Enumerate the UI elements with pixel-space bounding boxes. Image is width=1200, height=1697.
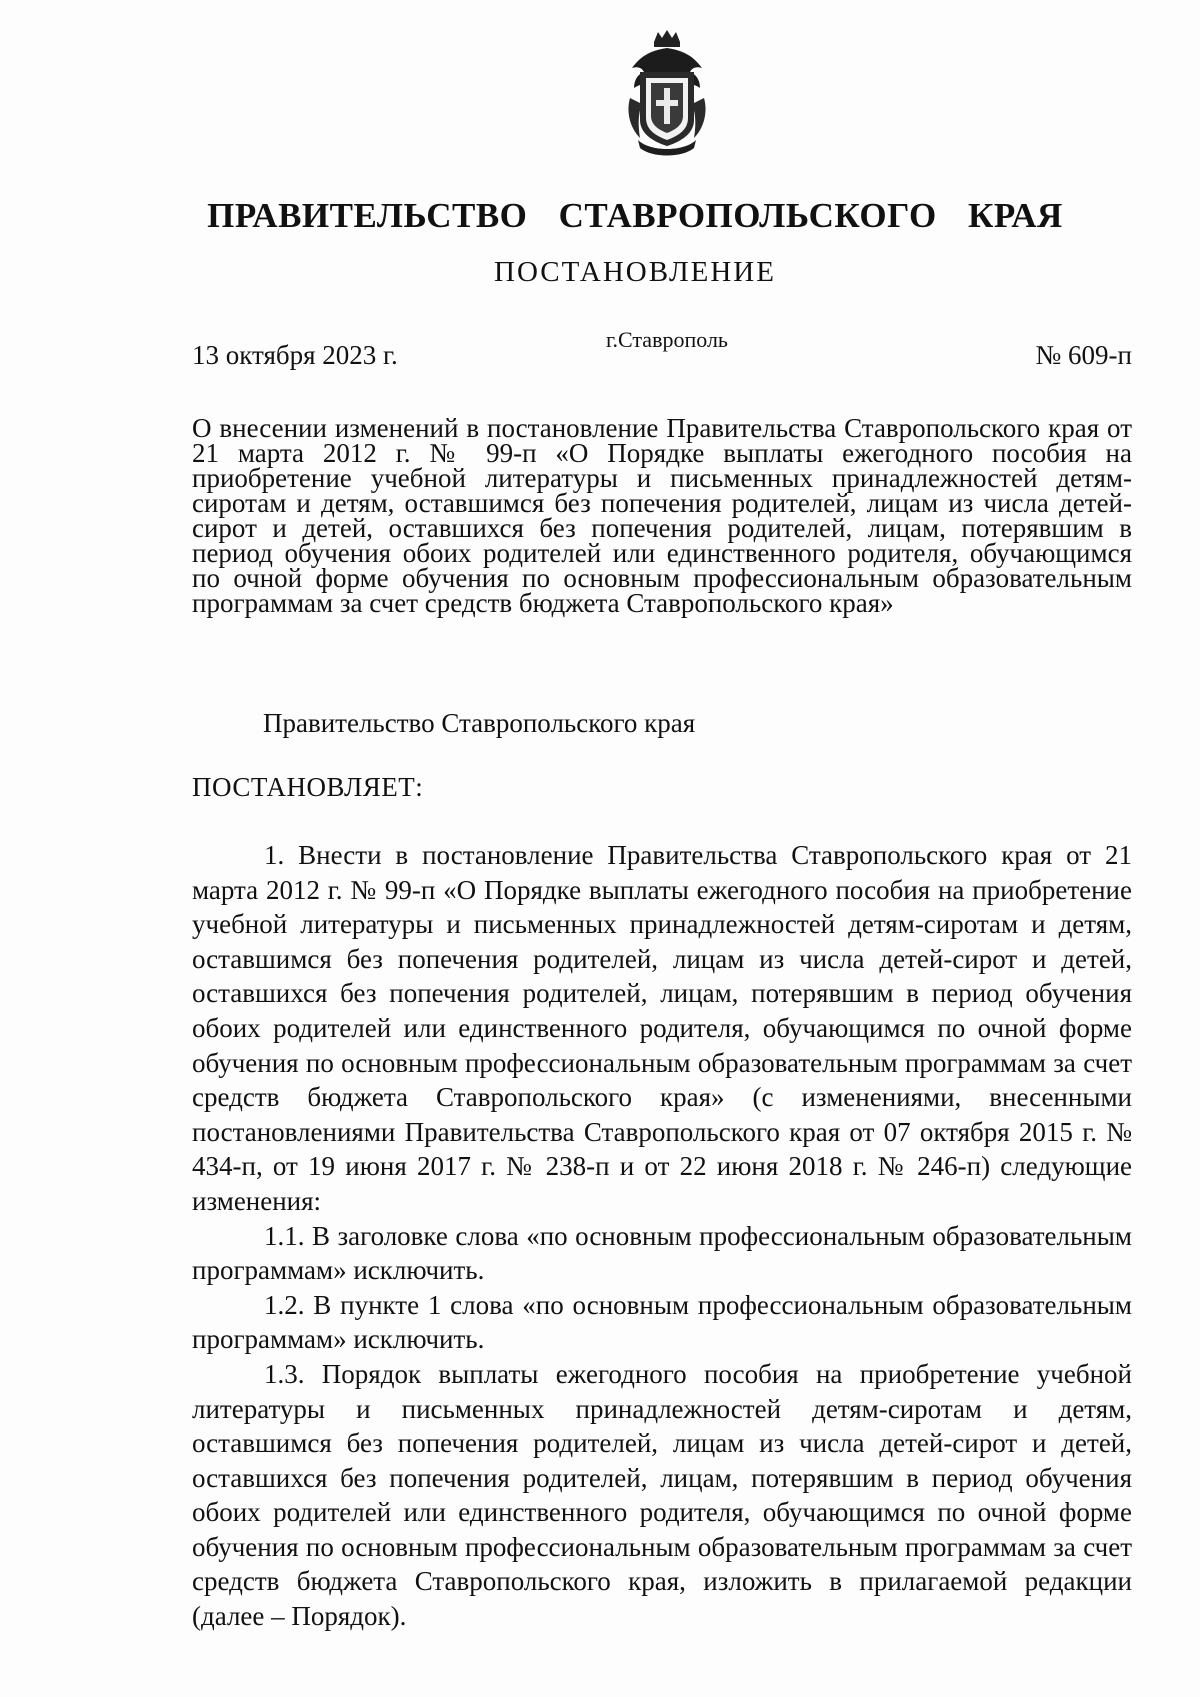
paragraph-1-1: 1.1. В заголовке слова «по основным профессиональным образовательным программам» исключить. <box>192 1220 1132 1286</box>
document-subject: О внесении изменений в постановление Правительства Ставропольского края от 21 марта 2012 г. № 99-п «О Порядке выплаты ежегодного пособия на приобретение учебной литературы и письменных принадлежностей детям-сиротам и детям, оставшимся без попечения родителей, лицам из числа детей-сирот и детей, оставшихся без попечения родителей, лицам, потерявшим в период обучения обоих родителей или единственного родителя, обучающимся по очной форме обучения по основным профессиональным образовательным программам за счет средств бюджета Ставропольского края» <box>192 413 1132 618</box>
stavropol-coat-of-arms-icon <box>624 28 710 158</box>
resolves-heading: ПОСТАНОВЛЯЕТ: <box>192 772 424 802</box>
paragraph-1-2: 1.2. В пункте 1 слова «по основным профессиональным образовательным программам» исключить. <box>192 1289 1132 1355</box>
paragraph-1-3: 1.3. Порядок выплаты ежегодного пособия на приобретение учебной литературы и письменных принадлежностей детям-сиротам и детям, оставшимся без попечения родителей, лицам из числа детей-сирот и детей, оставшихся без попечения родителей, лицам, потерявшим в период обучения обоих родителей или единственного родителя, обучающимся по очной форме обучения по основным профессиональным образовательным программам за счет средств бюджета Ставропольского края, изложить в прилагаемой редакции (далее – Порядок). <box>192 1358 1132 1632</box>
paragraph-1: 1. Внести в постановление Правительства Ставропольского края от 21 марта 2012 г. № 99-п «О Порядке выплаты ежегодного пособия на приобретение учебной литературы и письменных принадлежностей детям-сиротам и детям, оставшимся без попечения родителей, лицам из числа детей-сирот и детей, оставшихся без попечения родителей, лицам, потерявшим в период обучения обоих родителей или единственного родителя, обучающимся по очной форме обучения по основным профессиональным образовательным программам за счет средств бюджета Ставропольского края» (с изменениями, внесенными постановлениями Правительства Ставропольского края от 07 октября 2015 г. № 434-п, от 19 июня 2017 г. № 238-п и от 22 июня 2018 г. № 246-п) следующие изменения: <box>192 840 1132 1216</box>
document-type: ПОСТАНОВЛЕНИЕ <box>494 256 776 288</box>
document-body <box>192 838 1132 1634</box>
preamble: Правительство Ставропольского края <box>263 708 696 738</box>
organization-title: ПРАВИТЕЛЬСТВО СТАВРОПОЛЬСКОГО КРАЯ <box>207 196 1063 235</box>
document-date: 13 октября 2023 г. <box>192 340 398 370</box>
document-city: г.Ставрополь <box>606 327 728 352</box>
document-number: № 609-п <box>1035 340 1132 370</box>
